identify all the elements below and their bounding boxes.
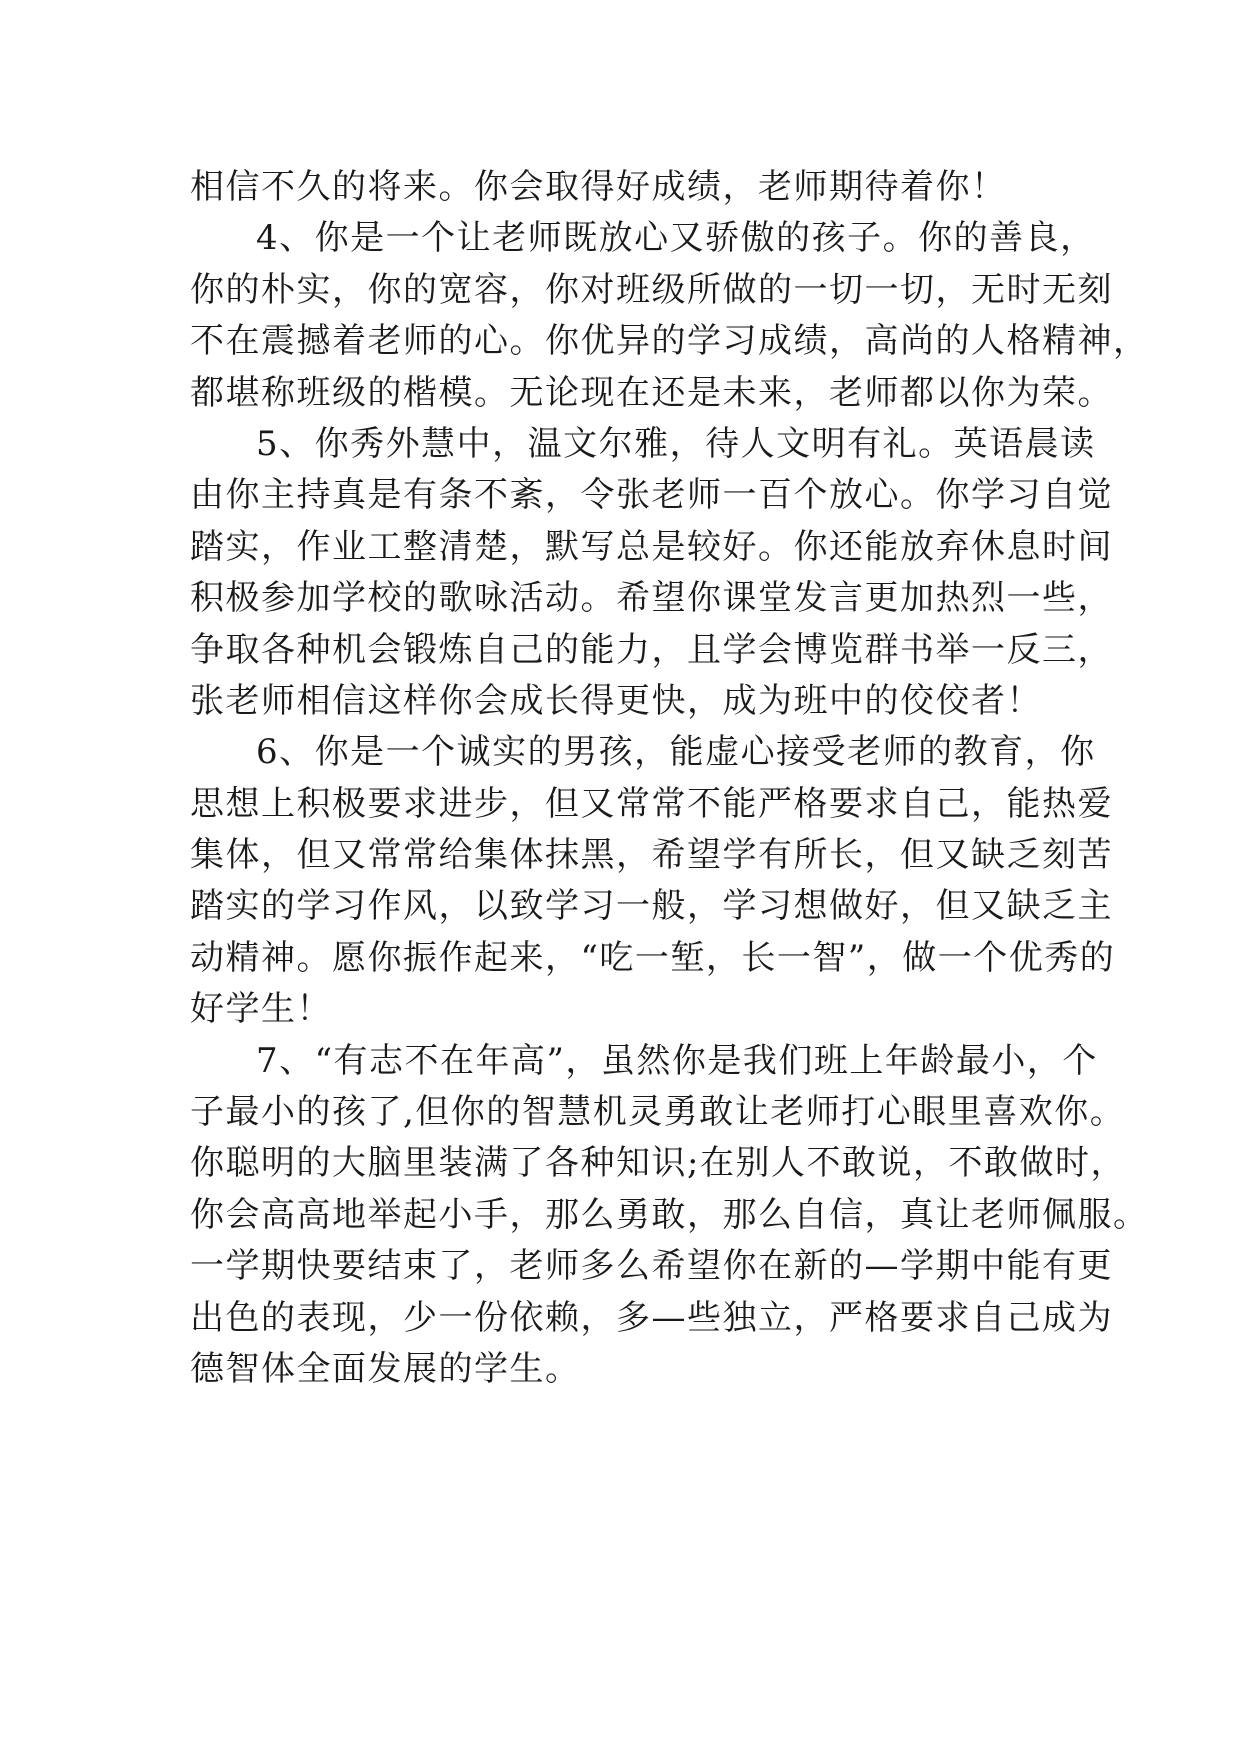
text-line: 德智体全面发展的学生。 <box>190 1348 581 1389</box>
text-line: 你聪明的大脑里装满了各种知识;在别人不敢说，不敢做时， <box>190 1143 1126 1184</box>
text-line: 好学生！ <box>190 989 332 1030</box>
text-line-item-7: 7、“有志不在年高”，虽然你是我们班上年龄最小，个 <box>256 1040 1098 1081</box>
text-line-item-6: 6、你是一个诚实的男孩，能虚心接受老师的教育，你 <box>256 732 1096 773</box>
text-line: 踏实，作业工整清楚，默写总是较好。你还能放弃休息时间 <box>190 526 1113 567</box>
text-line: 集体，但又常常给集体抹黑，希望学有所长，但又缺乏刻苦 <box>190 835 1113 876</box>
text-line: 动精神。愿你振作起来，“吃一堑，长一智”，做一个优秀的 <box>190 937 1116 978</box>
text-line: 不在震撼着老师的心。你优异的学习成绩，高尚的人格精神， <box>190 321 1149 362</box>
text-line: 由你主持真是有条不紊，令张老师一百个放心。你学习自觉 <box>190 475 1113 516</box>
text-line: 思想上积极要求进步，但又常常不能严格要求自己，能热爱 <box>190 783 1113 824</box>
text-line: 一学期快要结束了，老师多么希望你在新的—学期中能有更 <box>190 1246 1113 1287</box>
text-line: 积极参加学校的歌咏活动。希望你课堂发言更加热烈一些， <box>190 578 1113 619</box>
text-line: 相信不久的将来。你会取得好成绩，老师期待着你！ <box>190 167 1007 207</box>
text-line: 争取各种机会锻炼自己的能力，且学会博览群书举一反三， <box>190 629 1113 670</box>
text-line: 你的朴实，你的宽容，你对班级所做的一切一切，无时无刻 <box>190 269 1113 310</box>
text-line: 你会高高地举起小手，那么勇敢，那么自信，真让老师佩服。 <box>190 1194 1149 1235</box>
text-line-item-5: 5、你秀外慧中，温文尔雅，待人文明有礼。英语晨读 <box>256 423 1096 464</box>
text-line: 子最小的孩了,但你的智慧机灵勇敢让老师打心眼里喜欢你。 <box>190 1092 1126 1133</box>
text-line: 踏实的学习作风，以致学习一般，学习想做好，但又缺乏主 <box>190 886 1113 927</box>
document-body <box>190 162 1149 1395</box>
text-line: 出色的表现，少一份依赖，多—些独立，严格要求自己成为 <box>190 1297 1113 1338</box>
text-line: 张老师相信这样你会成长得更快，成为班中的佼佼者！ <box>190 680 1042 721</box>
text-line: 都堪称班级的楷模。无论现在还是未来，老师都以你为荣。 <box>190 372 1113 413</box>
text-line-item-4: 4、你是一个让老师既放心又骄傲的孩子。你的善良， <box>256 218 1096 259</box>
